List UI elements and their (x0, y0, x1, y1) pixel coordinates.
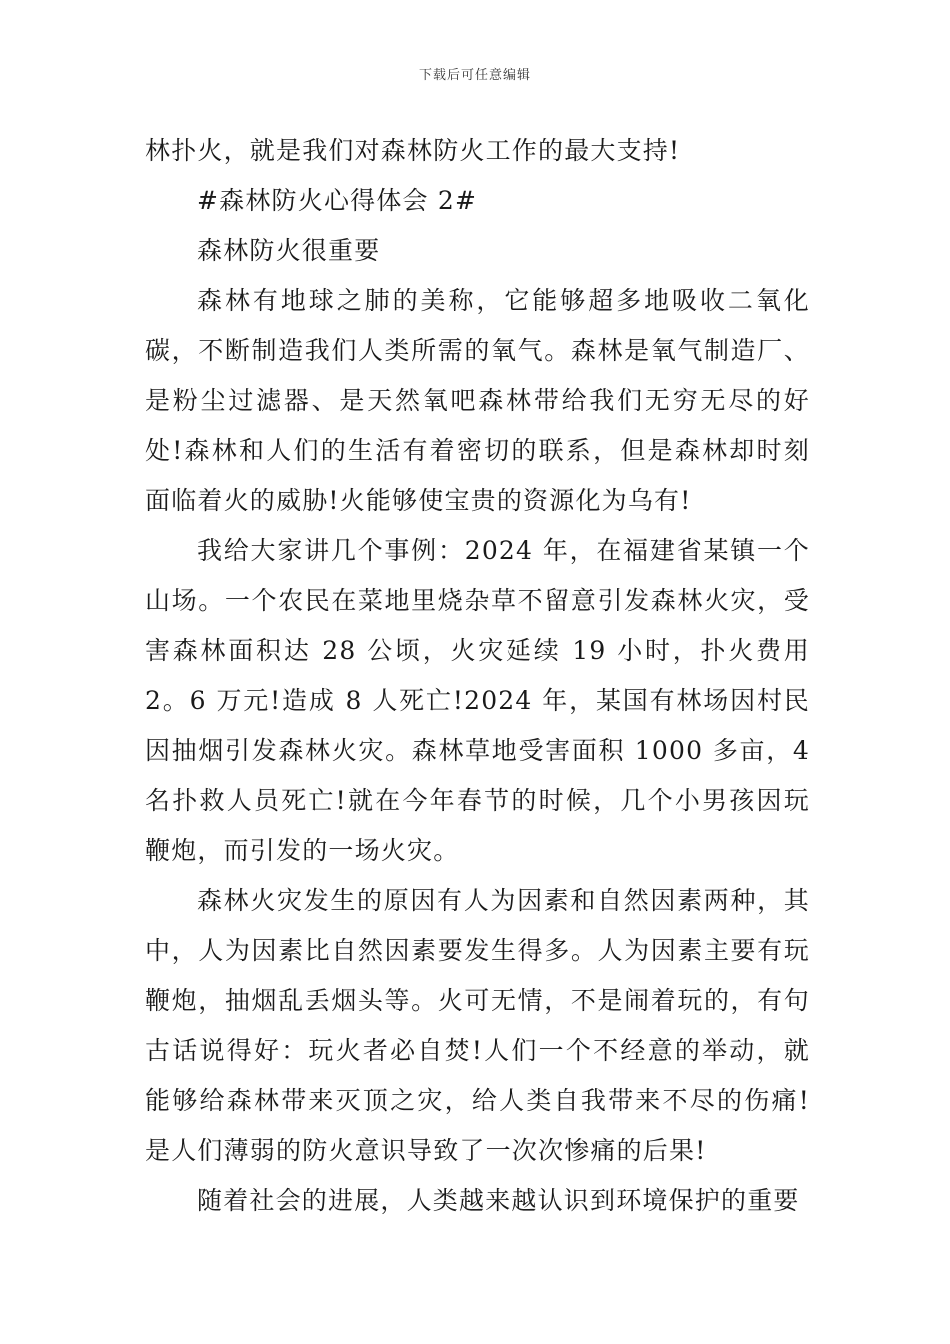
paragraph-title: 森林防火很重要 (197, 236, 381, 265)
paragraph-6: 森林火灾发生的原因有人为因素和自然因素两种，其中，人为因素比自然因素要发生得多。人为因素主要有玩鞭炮，抽烟乱丢烟头等。火可无情，不是闹着玩的，有句古话说得好：玩火者必自焚!人们一个不经意的举动，就能够给森林带来灭顶之灾，给人类自我带来不尽的伤痛!是人们薄弱的防火意识导致了一次次惨痛的后果! (145, 886, 810, 1165)
page-header: 下载后可任意编辑 (418, 68, 531, 83)
paragraph-section-heading: #森林防火心得体会 2# (197, 186, 478, 215)
paragraph-7: 随着社会的进展，人类越来越认识到环境保护的重要 (197, 1186, 800, 1215)
document-body (145, 126, 810, 1226)
paragraph-1: 林扑火，就是我们对森林防火工作的最大支持! (145, 136, 681, 165)
paragraph-4: 森林有地球之肺的美称，它能够超多地吸收二氧化碳，不断制造我们人类所需的氧气。森林是氧气制造厂、是粉尘过滤器、是天然氧吧森林带给我们无穷无尽的好处!森林和人们的生活有着密切的联系，但是森林却时刻面临着火的威胁!火能够使宝贵的资源化为乌有! (145, 286, 810, 515)
paragraph-5: 我给大家讲几个事例：2024 年，在福建省某镇一个山场。一个农民在菜地里烧杂草不留意引发森林火灾，受害森林面积达 28 公顷，火灾延续 19 小时，扑火费用 2。6 万元!造成 8 人死亡!2024 年，某国有林场因村民因抽烟引发森林火灾。森林草地受害面积 1000 多亩，4 名扑救人员死亡!就在今年春节的时候，几个小男孩因玩鞭炮，而引发的一场火灾。 (145, 536, 810, 865)
